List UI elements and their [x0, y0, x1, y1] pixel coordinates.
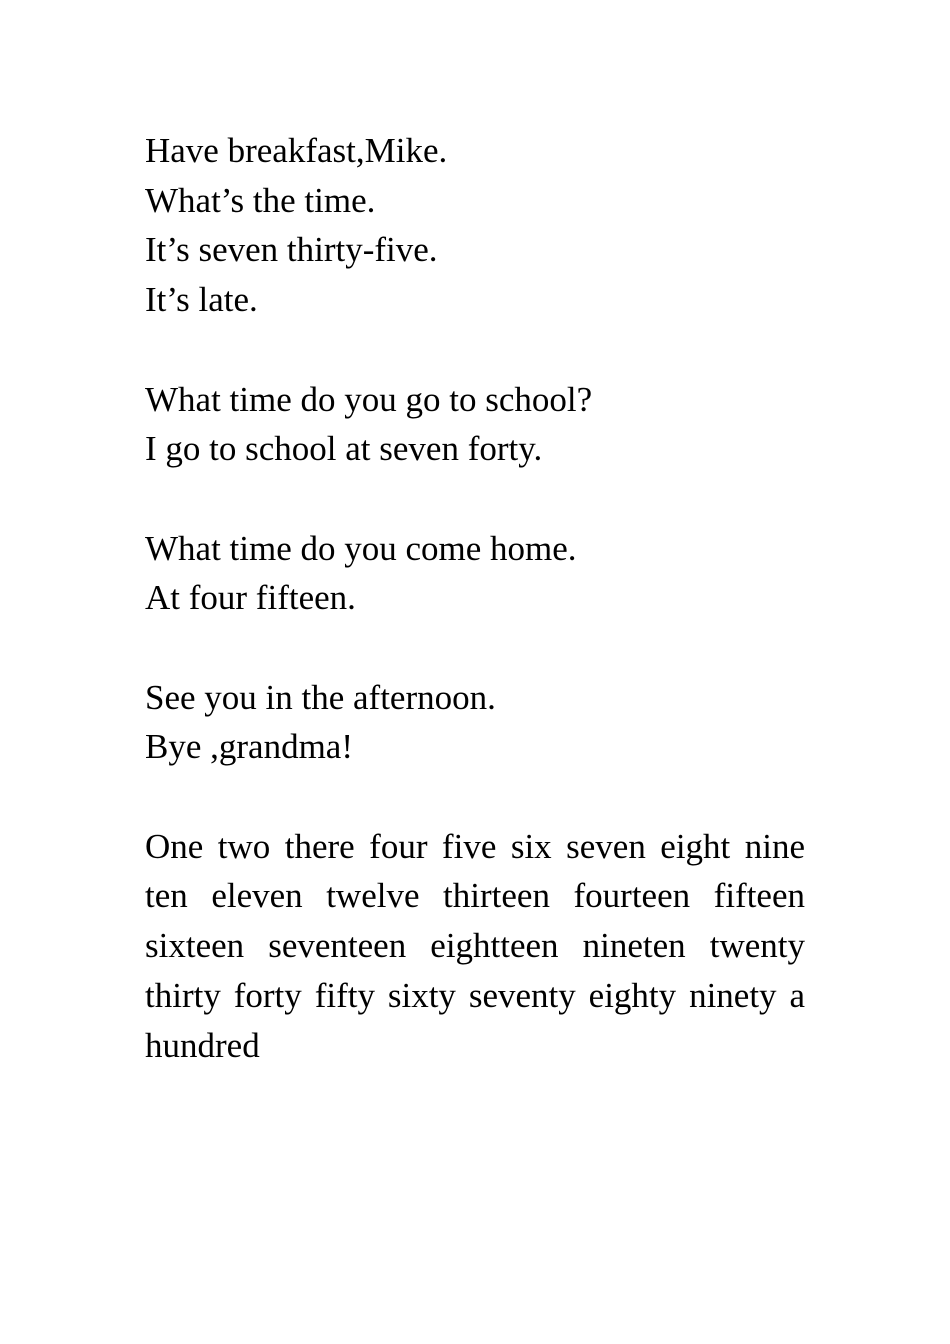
text-line: What’s the time.	[145, 180, 376, 220]
paragraph-breakfast	[145, 126, 805, 325]
paragraph-farewell	[145, 673, 805, 772]
paragraph-school	[145, 375, 805, 474]
paragraph-numbers: One two there four five six seven eight nine ten eleven twelve thirteen fourteen fifteen sixteen seventeen eightteen nineten twenty thirty forty fifty sixty seventy eighty ninety a hundred	[145, 826, 805, 1065]
text-line: See you in the afternoon.	[145, 677, 496, 717]
text-line: It’s late.	[145, 280, 258, 320]
text-line: I go to school at seven forty.	[145, 429, 543, 469]
text-line: What time do you come home.	[145, 528, 577, 568]
paragraph-home	[145, 524, 805, 623]
text-line: Have breakfast,Mike.	[145, 131, 448, 170]
text-line: Bye ,grandma!	[145, 727, 353, 767]
document-page	[145, 126, 805, 1070]
text-line: At four fifteen.	[145, 578, 356, 618]
text-line: What time do you go to school?	[145, 379, 593, 419]
text-line: It’s seven thirty-five.	[145, 230, 438, 270]
